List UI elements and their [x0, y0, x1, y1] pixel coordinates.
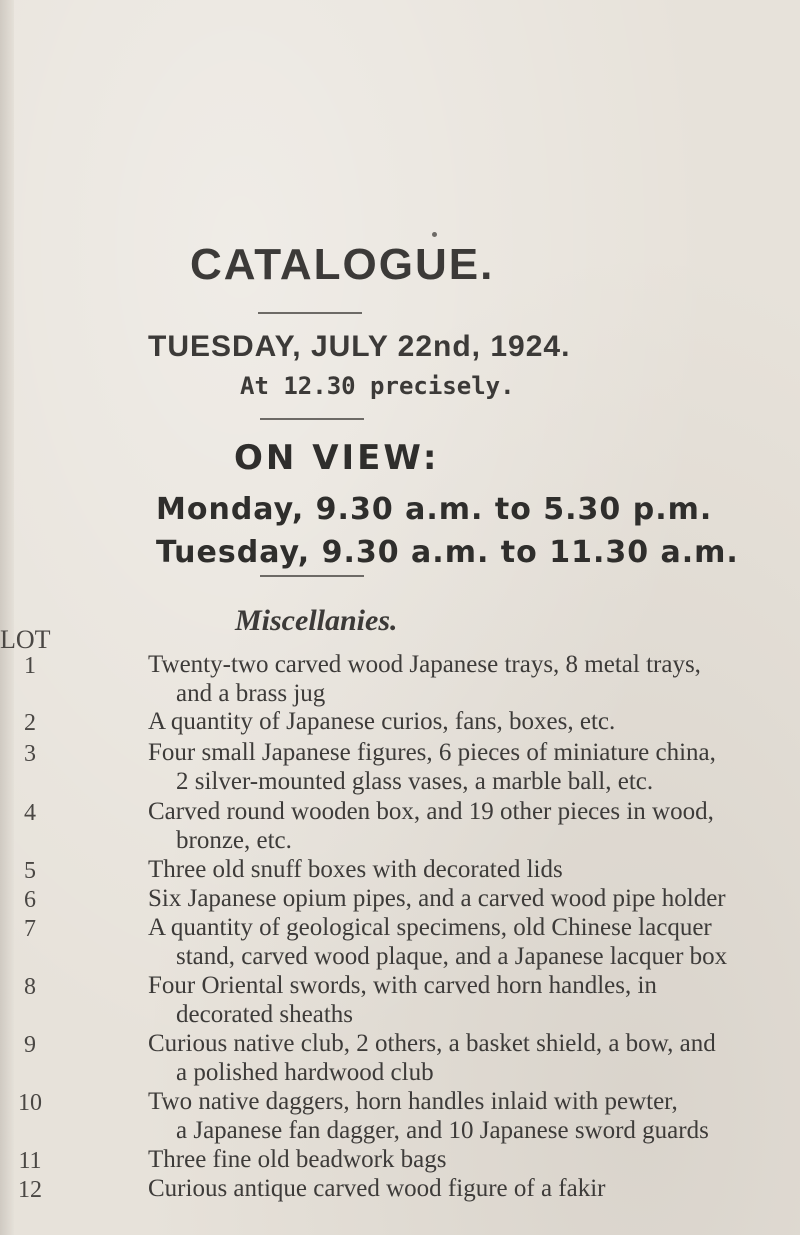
on-view-heading: ON VIEW:	[234, 438, 440, 478]
lot-number: 11	[18, 1148, 42, 1174]
lot-description-cont: a polished hardwood club	[176, 1059, 434, 1086]
lot-description: Four Oriental swords, with carved horn handles, in	[148, 972, 657, 999]
lot-number: 4	[24, 800, 36, 826]
section-title: Miscellanies.	[235, 604, 398, 637]
divider-rule	[258, 312, 362, 314]
lot-number: 7	[24, 916, 36, 942]
sale-time: At 12.30 precisely.	[240, 372, 515, 400]
lot-description: Two native daggers, horn handles inlaid with pewter,	[148, 1088, 678, 1115]
lot-number: 3	[24, 741, 36, 767]
lot-description-cont: bronze, etc.	[176, 827, 292, 854]
divider-rule	[260, 418, 364, 420]
lot-number: 6	[24, 887, 36, 913]
divider-rule	[260, 575, 364, 577]
lot-number: 12	[18, 1177, 42, 1203]
lot-description: Six Japanese opium pipes, and a carved wood pipe holder	[148, 885, 726, 912]
lot-number: 9	[24, 1032, 36, 1058]
lot-description: Curious native club, 2 others, a basket shield, a bow, and	[148, 1030, 716, 1057]
lot-description: Twenty-two carved wood Japanese trays, 8 metal trays,	[148, 651, 701, 678]
view-line-monday: Monday, 9.30 a.m. to 5.30 p.m.	[156, 492, 713, 527]
catalogue-title: CATALOGUE.	[190, 240, 495, 289]
lot-description: Curious antique carved wood figure of a fakir	[148, 1175, 606, 1202]
lot-column-header: LOT	[0, 625, 51, 654]
lot-description: Carved round wooden box, and 19 other pieces in wood,	[148, 798, 714, 825]
ink-dot	[432, 232, 437, 237]
lot-description: A quantity of geological specimens, old Chinese lacquer	[148, 914, 712, 941]
lot-description-cont: 2 silver-mounted glass vases, a marble ball, etc.	[176, 768, 654, 795]
lot-number: 10	[18, 1090, 42, 1116]
lot-description-cont: stand, carved wood plaque, and a Japanese lacquer box	[176, 943, 728, 970]
lot-number: 1	[24, 653, 36, 679]
lot-number: 2	[24, 710, 36, 736]
lot-description: Three old snuff boxes with decorated lids	[148, 856, 563, 883]
lot-description-cont: and a brass jug	[176, 680, 326, 707]
lot-description: A quantity of Japanese curios, fans, boxes, etc.	[148, 708, 616, 735]
sale-date: TUESDAY, JULY 22nd, 1924.	[148, 330, 571, 363]
view-line-tuesday: Tuesday, 9.30 a.m. to 11.30 a.m.	[156, 535, 739, 570]
lot-description-cont: a Japanese fan dagger, and 10 Japanese sword guards	[176, 1117, 709, 1144]
lot-description: Four small Japanese figures, 6 pieces of miniature china,	[148, 739, 716, 766]
lot-number: 5	[24, 858, 36, 884]
lot-number: 8	[24, 974, 36, 1000]
lot-description-cont: decorated sheaths	[176, 1001, 354, 1028]
lot-description: Three fine old beadwork bags	[148, 1146, 447, 1173]
